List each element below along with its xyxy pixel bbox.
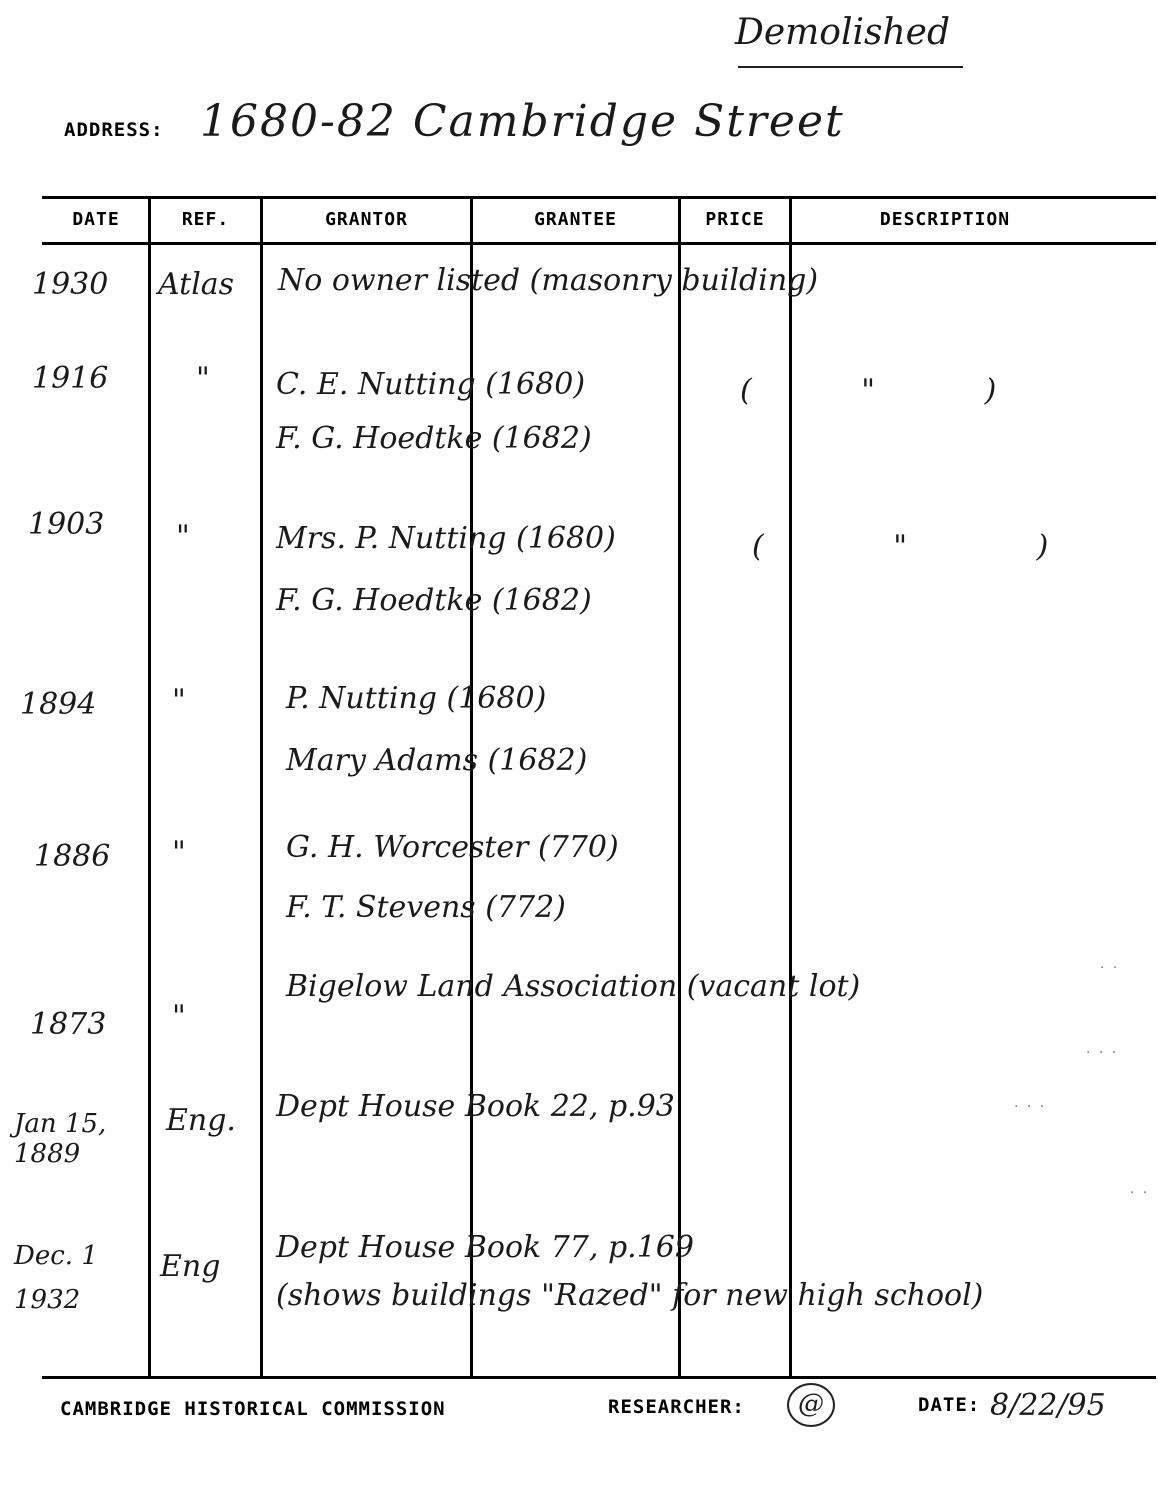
record-entry bbox=[276, 1090, 675, 1125]
record-line: F. G. Hoedtke (1682) bbox=[276, 583, 592, 618]
researcher-initial: @ bbox=[787, 1383, 835, 1427]
record-line: Dept House Book 77, p.169 bbox=[276, 1230, 694, 1265]
record-line: F. T. Stevens (772) bbox=[286, 890, 566, 925]
column-header-date: DATE bbox=[72, 209, 120, 230]
record-ref: " bbox=[172, 999, 186, 1034]
record-ref: " bbox=[172, 835, 186, 870]
address-label: ADDRESS: bbox=[64, 119, 164, 141]
record-ref: " bbox=[176, 519, 190, 554]
record-date: 1886 bbox=[34, 839, 111, 874]
table-bottom-rule bbox=[42, 1376, 1156, 1379]
record-entry bbox=[286, 818, 619, 938]
record-description: ( " ) bbox=[752, 529, 1049, 564]
record-ref: Eng. bbox=[166, 1103, 236, 1138]
record-ref: " bbox=[172, 683, 186, 718]
record-line: F. G. Hoedtke (1682) bbox=[276, 421, 592, 456]
record-line: No owner listed (masonry building) bbox=[278, 263, 819, 298]
column-header-description: DESCRIPTION bbox=[879, 209, 1011, 230]
record-line: Mary Adams (1682) bbox=[286, 743, 588, 778]
column-header-ref: REF. bbox=[181, 209, 230, 230]
record-entry bbox=[286, 668, 587, 792]
record-date: Dec. 1 1932 bbox=[14, 1241, 98, 1315]
divider-date-ref bbox=[148, 198, 151, 1378]
record-date: 1894 bbox=[20, 687, 97, 722]
record-date: 1873 bbox=[30, 1007, 107, 1042]
demolished-note: Demolished bbox=[735, 12, 951, 53]
faint-marks: . . . bbox=[1086, 1040, 1119, 1057]
footer-organization: CAMBRIDGE HISTORICAL COMMISSION bbox=[60, 1398, 446, 1420]
researcher-label: RESEARCHER: bbox=[608, 1396, 745, 1418]
record-ref: " bbox=[196, 361, 210, 396]
faint-marks: . . bbox=[1130, 1180, 1150, 1197]
header-bottom-rule bbox=[42, 242, 1156, 245]
faint-marks: . . bbox=[1100, 955, 1120, 972]
record-date: 1930 bbox=[32, 267, 109, 302]
record-ref: Atlas bbox=[158, 267, 235, 302]
record-line: Dept House Book 22, p.93 bbox=[276, 1089, 675, 1124]
record-line: P. Nutting (1680) bbox=[286, 681, 547, 716]
column-header-grantee: GRANTEE bbox=[534, 209, 617, 230]
record-entry bbox=[276, 508, 616, 632]
faint-marks: . . . bbox=[1014, 1094, 1047, 1111]
divider-ref-grantor bbox=[260, 198, 263, 1378]
record-entry bbox=[276, 1224, 983, 1320]
address-value: 1680-82 Cambridge Street bbox=[200, 96, 845, 147]
date-value: 8/22/95 bbox=[990, 1388, 1106, 1423]
table-top-rule bbox=[42, 196, 1156, 199]
column-header-grantor: GRANTOR bbox=[325, 209, 408, 230]
date-label: DATE: bbox=[918, 1394, 981, 1416]
record-description: ( " ) bbox=[740, 373, 997, 408]
record-line: Mrs. P. Nutting (1680) bbox=[276, 521, 616, 556]
record-line: (shows buildings "Razed" for new high school) bbox=[276, 1278, 984, 1313]
record-entry bbox=[286, 970, 860, 1005]
record-entry bbox=[276, 358, 592, 466]
record-ref: Eng bbox=[160, 1249, 221, 1284]
demolished-underline bbox=[738, 66, 963, 68]
record-date: Jan 15, 1889 bbox=[14, 1109, 107, 1169]
record-entry bbox=[278, 264, 818, 299]
record-date: 1903 bbox=[28, 507, 105, 542]
divider-grantee-price bbox=[678, 198, 681, 1378]
record-date: 1916 bbox=[32, 361, 109, 396]
record-line: Bigelow Land Association (vacant lot) bbox=[286, 969, 861, 1004]
record-line: G. H. Worcester (770) bbox=[286, 830, 619, 865]
column-header-price: PRICE bbox=[705, 209, 765, 230]
record-line: C. E. Nutting (1680) bbox=[276, 367, 586, 402]
